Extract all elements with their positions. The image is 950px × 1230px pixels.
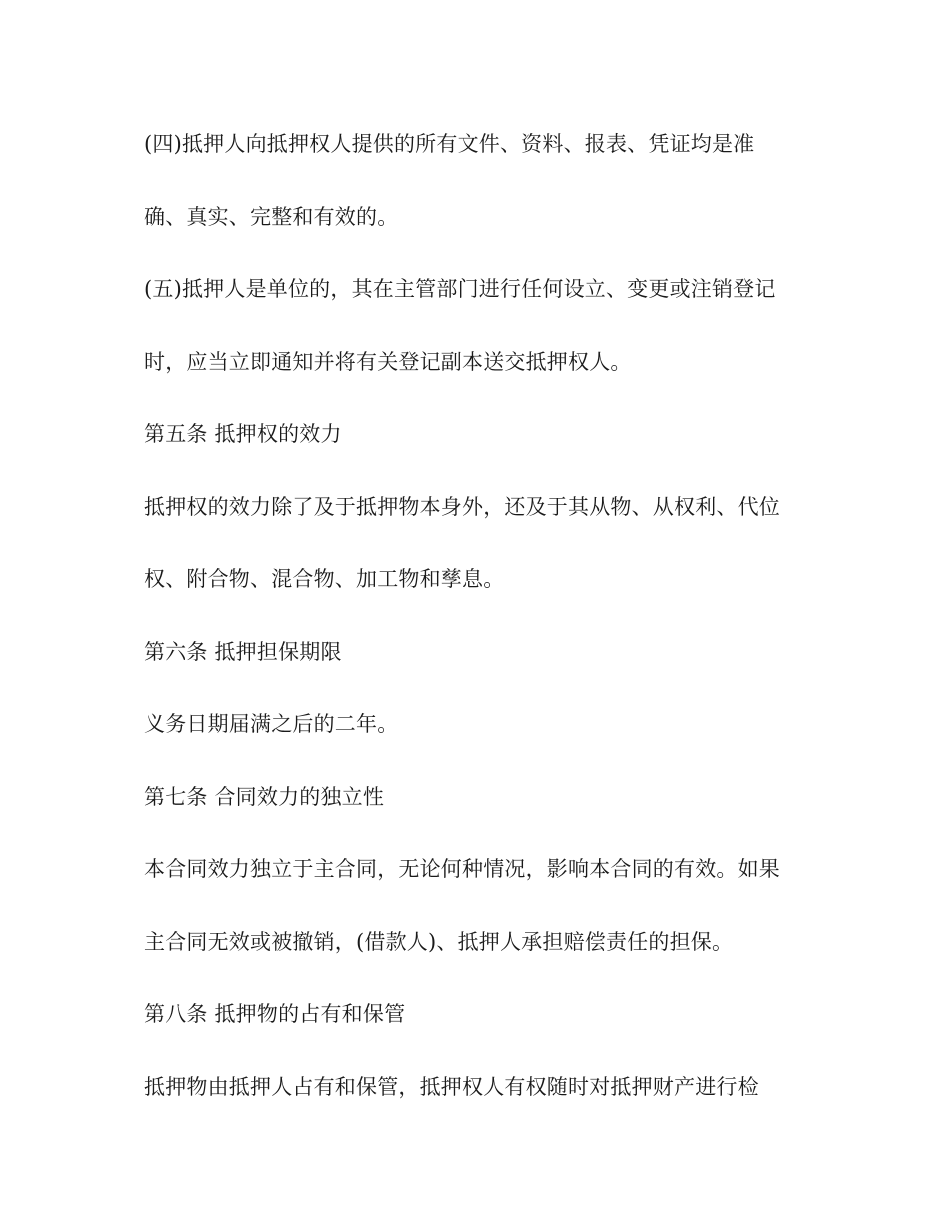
article-5-line-2: 权、附合物、混合物、加工物和孳息。 — [144, 567, 505, 591]
clause-4-5-line-1: (五)抵押人是单位的，其在主管部门进行任何设立、变更或注销登记 — [144, 277, 776, 301]
article-7-heading: 第七条 合同效力的独立性 — [144, 784, 385, 809]
article-6-line-1: 义务日期届满之后的二年。 — [144, 712, 399, 736]
article-7-line-2: 主合同无效或被撤销，(借款人)、抵押人承担赔偿责任的担保。 — [144, 929, 734, 954]
document-body — [144, 121, 814, 1136]
article-5-line-1: 抵押权的效力除了及于抵押物本身外，还及于其从物、从权利、代位 — [144, 494, 780, 519]
article-5-heading: 第五条 抵押权的效力 — [144, 422, 342, 446]
clause-4-5-line-2: 时，应当立即通知并将有关登记副本送交抵押权人。 — [144, 349, 632, 374]
article-7-line-1: 本合同效力独立于主合同，无论何种情况，影响本合同的有效。如果 — [144, 857, 780, 881]
clause-4-4-line-1: (四)抵押人向抵押权人提供的所有文件、资料、报表、凭证均是准 — [144, 132, 755, 156]
article-8-line-1: 抵押物由抵押人占有和保管，抵押权人有权随时对抵押财产进行检 — [144, 1074, 759, 1099]
article-6-heading: 第六条 抵押担保期限 — [144, 639, 342, 664]
article-8-heading: 第八条 抵押物的占有和保管 — [144, 1002, 406, 1026]
clause-4-4-line-2: 确、真实、完整和有效的。 — [144, 204, 399, 229]
